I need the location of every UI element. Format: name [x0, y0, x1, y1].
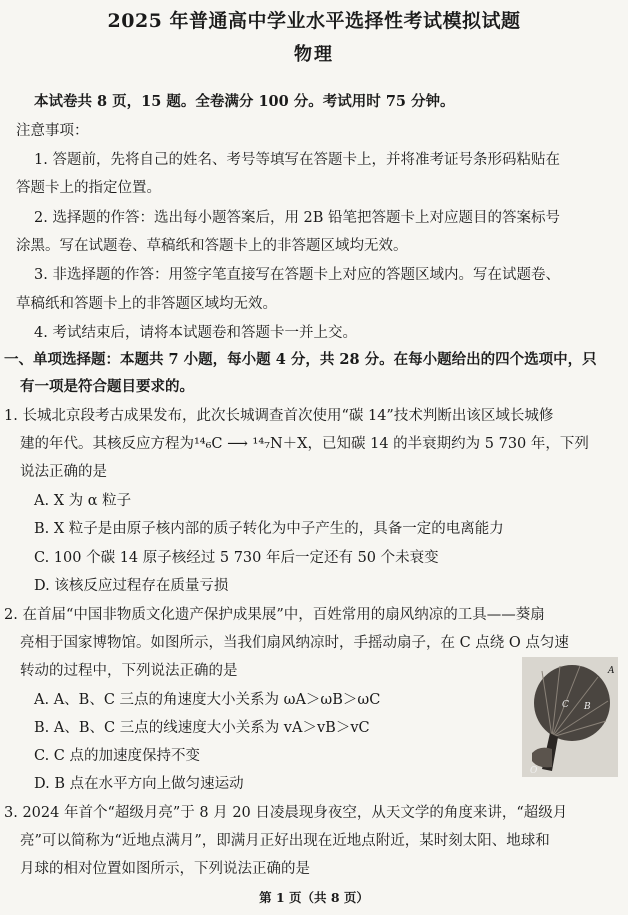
- exam-title: 2025 年普通高中学业水平选择性考试模拟试题: [107, 10, 521, 32]
- question-1-stem: 1. 长城北京段考古成果发布，此次长城调查首次使用“碳 14”技术判断出该区域长城修: [4, 408, 554, 424]
- question-1-option-c: C. 100 个碳 14 原子核经过 5 730 年后一定还有 50 个未衰变: [34, 550, 439, 566]
- page-footer: 第 1 页（共 8 页）: [259, 890, 369, 905]
- section-heading-cont: 有一项是符合题目要求的。: [20, 378, 194, 395]
- question-2-stem: 亮相于国家博物馆。如图所示，当我们扇风纳凉时，手摇动扇子，在 C 点绕 O 点匀速: [20, 635, 569, 651]
- point-c-label: C: [562, 700, 569, 710]
- notice-item: 4. 考试结束后，请将本试题卷和答题卡一并上交。: [34, 325, 357, 341]
- question-3-stem: 亮”可以简称为“近地点满月”，即满月正好出现在近地点附近，某时刻太阳、地球和: [20, 833, 550, 849]
- subject-title: 物理: [294, 44, 334, 65]
- notice-heading: 注意事项：: [16, 123, 89, 139]
- question-1-stem: 说法正确的是: [20, 464, 107, 480]
- fan-figure: [522, 657, 618, 777]
- question-2-stem: 转动的过程中，下列说法正确的是: [20, 663, 238, 679]
- notice-item: 涂黑。写在试题卷、草稿纸和答题卡上的非答题区域均无效。: [16, 238, 408, 254]
- question-3-stem: 月球的相对位置如图所示，下列说法正确的是: [20, 861, 310, 877]
- notice-item: 2. 选择题的作答：选出每小题答案后，用 2B 铅笔把答题卡上对应题目的答案标号: [34, 210, 561, 226]
- question-2-stem: 2. 在首届“中国非物质文化遗产保护成果展”中，百姓常用的扇风纳凉的工具——葵扇: [4, 607, 545, 623]
- question-3-stem: 3. 2024 年首个“超级月亮”于 8 月 20 日凌晨现身夜空，从天文学的角度来讲，“超级月: [4, 805, 568, 821]
- point-o-label: O: [530, 766, 538, 776]
- fan-leaf: [534, 665, 610, 741]
- question-2-option-a: A. A、B、C 三点的角速度大小关系为 ωA＞ωB＞ωC: [34, 692, 381, 708]
- exam-info: 本试卷共 8 页，15 题。全卷满分 100 分。考试用时 75 分钟。: [34, 93, 455, 110]
- question-1-option-b: B. X 粒子是由原子核内部的质子转化为中子产生的，具备一定的电离能力: [34, 521, 504, 537]
- point-a-label: A: [608, 666, 615, 676]
- question-1-stem: 建的年代。其核反应方程为¹⁴₆C ⟶ ¹⁴₇N＋X，已知碳 14 的半衰期约为 5 730 年，下列: [20, 436, 589, 452]
- question-1-option-a: A. X 为 α 粒子: [34, 493, 132, 509]
- notice-item: 草稿纸和答题卡上的非答题区域均无效。: [16, 296, 277, 312]
- question-2-option-d: D. B 点在水平方向上做匀速运动: [34, 776, 244, 792]
- section-heading: 一、单项选择题：本题共 7 小题，每小题 4 分，共 28 分。在每小题给出的四个选项中，只: [4, 351, 597, 368]
- question-2-option-b: B. A、B、C 三点的线速度大小关系为 vA＞vB＞vC: [34, 720, 370, 736]
- notice-item: 答题卡上的指定位置。: [16, 180, 161, 196]
- question-2-option-c: C. C 点的加速度保持不变: [34, 748, 200, 764]
- question-1-option-d: D. 该核反应过程存在质量亏损: [34, 578, 229, 594]
- notice-item: 1. 答题前，先将自己的姓名、考号等填写在答题卡上，并将准考证号条形码粘贴在: [34, 152, 560, 168]
- notice-item: 3. 非选择题的作答：用签字笔直接写在答题卡上对应的答题区域内。写在试题卷、: [34, 267, 560, 283]
- point-b-label: B: [584, 702, 591, 712]
